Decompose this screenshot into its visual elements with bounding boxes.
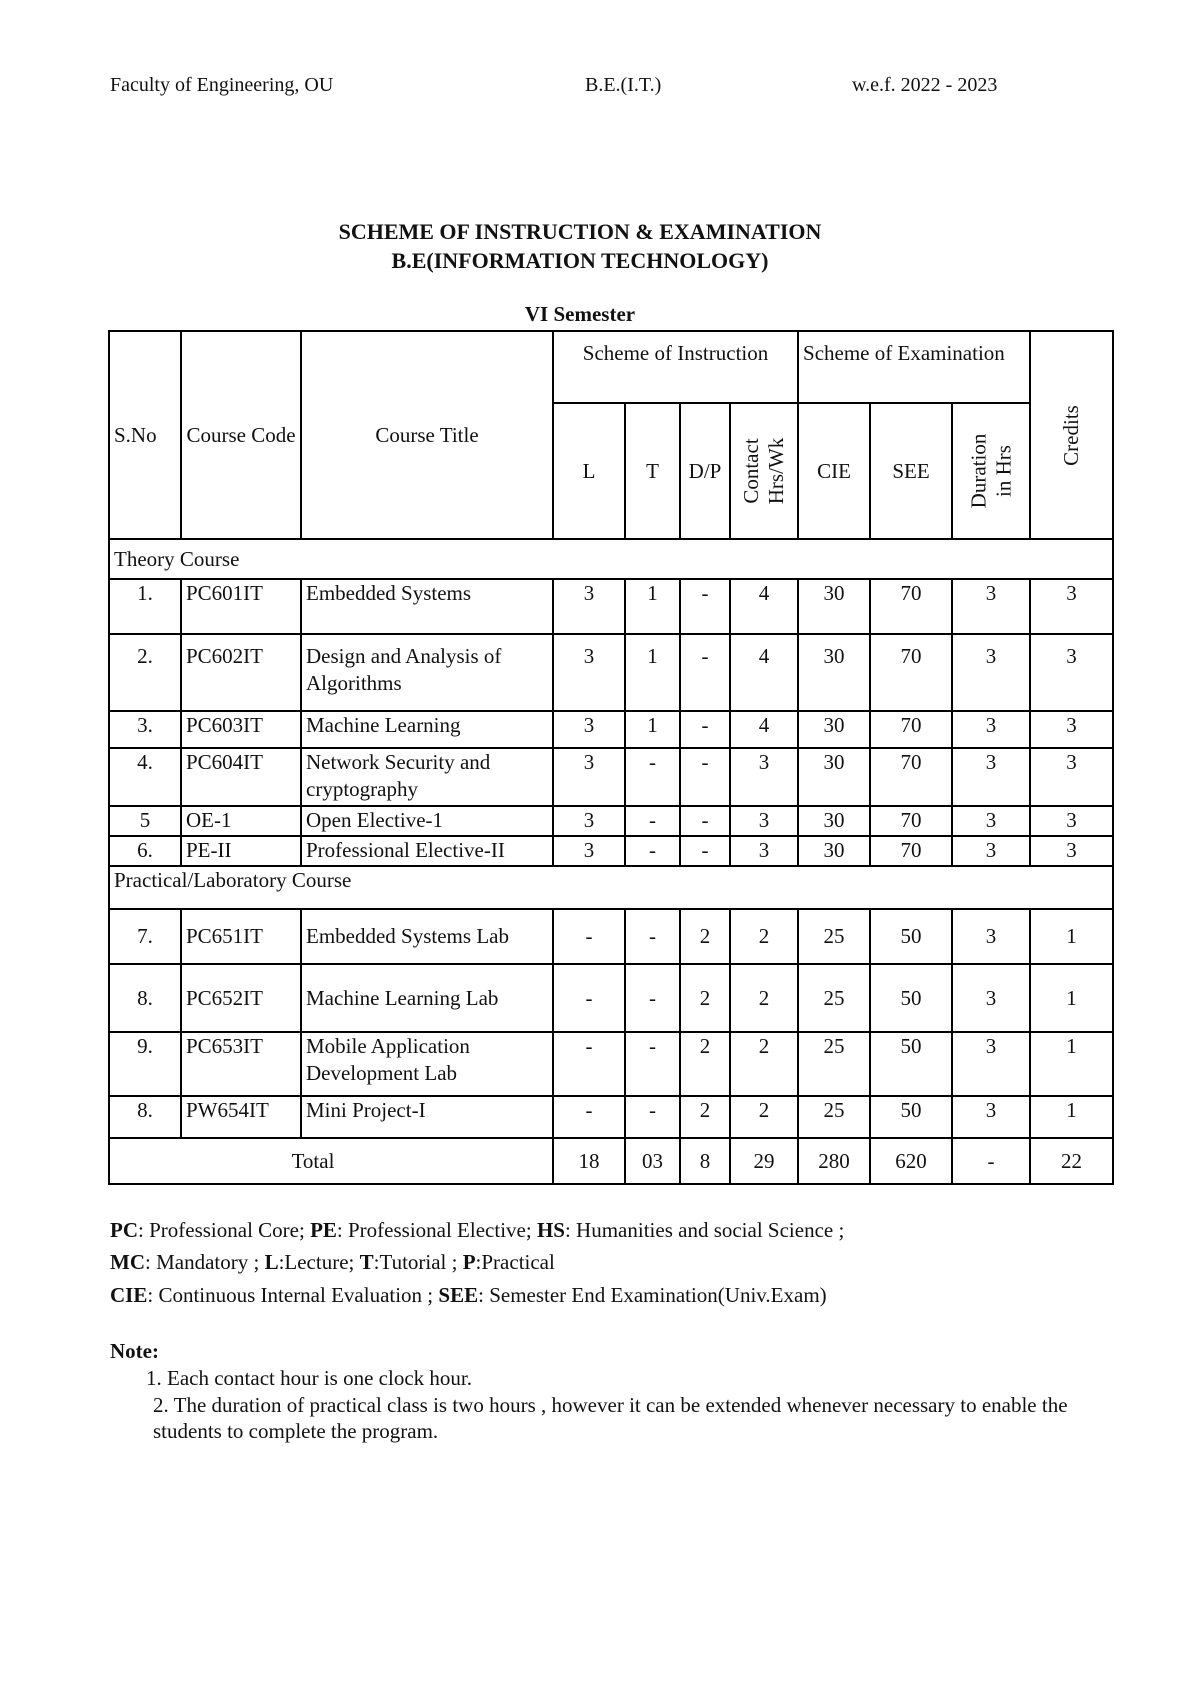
total-contact: 29	[730, 1138, 798, 1184]
cell-code: OE-1	[181, 806, 301, 836]
header-effective-year: w.e.f. 2022 - 2023	[852, 74, 998, 96]
cell-dp: -	[680, 806, 730, 836]
cell-credits: 1	[1030, 1096, 1113, 1138]
header-credits-label: Credits	[1059, 404, 1084, 466]
cell-code: PC651IT	[181, 909, 301, 964]
cell-cie: 30	[798, 748, 870, 806]
cell-dp: -	[680, 634, 730, 711]
cell-credits: 3	[1030, 836, 1113, 866]
cell-code: PE-II	[181, 836, 301, 866]
cell-l: -	[553, 909, 625, 964]
header-l: L	[553, 403, 625, 539]
cell-cie: 25	[798, 964, 870, 1032]
document-title: SCHEME OF INSTRUCTION & EXAMINATION	[338, 219, 822, 244]
section-theory-label: Theory Course	[109, 539, 1113, 579]
header-contact-label: Contact Hrs/Wk	[739, 437, 789, 505]
cell-sno: 6.	[109, 836, 181, 866]
cell-duration: 3	[952, 634, 1030, 711]
legend-t-text: :Tutorial ;	[373, 1250, 463, 1274]
cell-l: 3	[553, 836, 625, 866]
table-row	[109, 579, 1113, 634]
header-row-top	[109, 331, 1113, 403]
legend-pc-abbr: PC	[110, 1218, 138, 1242]
cell-sno: 7.	[109, 909, 181, 964]
cell-title: Mobile Application Development Lab	[301, 1032, 553, 1096]
cell-see: 70	[870, 806, 952, 836]
header-scheme-examination: Scheme of Examination	[798, 331, 1030, 403]
legend-t-abbr: T	[359, 1250, 374, 1274]
cell-duration: 3	[952, 964, 1030, 1032]
legend-pc-text: : Professional Core;	[138, 1218, 311, 1242]
cell-credits: 1	[1030, 1032, 1113, 1096]
cell-t: -	[625, 909, 680, 964]
cell-cie: 30	[798, 579, 870, 634]
cell-contact: 2	[730, 909, 798, 964]
cell-contact: 4	[730, 711, 798, 748]
cell-code: PC601IT	[181, 579, 301, 634]
section-row-practical	[109, 866, 1113, 909]
cell-l: -	[553, 1096, 625, 1138]
cell-contact: 3	[730, 836, 798, 866]
cell-t: -	[625, 836, 680, 866]
cell-see: 50	[870, 1096, 952, 1138]
cell-sno: 5	[109, 806, 181, 836]
cell-cie: 25	[798, 1032, 870, 1096]
total-t: 03	[625, 1138, 680, 1184]
cell-t: -	[625, 748, 680, 806]
header-credits	[1030, 331, 1113, 539]
legend-mc-text: : Mandatory ;	[145, 1250, 265, 1274]
table-row	[109, 836, 1113, 866]
table-row	[109, 634, 1113, 711]
cell-l: 3	[553, 711, 625, 748]
section-practical-label: Practical/Laboratory Course	[109, 866, 1113, 909]
cell-contact: 2	[730, 964, 798, 1032]
cell-title: Embedded Systems	[301, 579, 553, 634]
legend-p-text: :Practical	[475, 1250, 555, 1274]
cell-see: 70	[870, 748, 952, 806]
cell-credits: 1	[1030, 909, 1113, 964]
cell-l: 3	[553, 748, 625, 806]
header-program: B.E.(I.T.)	[585, 74, 662, 96]
cell-sno: 9.	[109, 1032, 181, 1096]
cell-sno: 2.	[109, 634, 181, 711]
cell-sno: 4.	[109, 748, 181, 806]
legend-l-text: :Lecture;	[278, 1250, 360, 1274]
cell-title: Embedded Systems Lab	[301, 909, 553, 964]
cell-see: 50	[870, 909, 952, 964]
cell-dp: -	[680, 711, 730, 748]
scheme-table	[108, 330, 1114, 1185]
total-label: Total	[109, 1138, 553, 1184]
cell-t: 1	[625, 634, 680, 711]
total-duration: -	[952, 1138, 1030, 1184]
cell-t: 1	[625, 711, 680, 748]
cell-title: Professional Elective-II	[301, 836, 553, 866]
cell-l: 3	[553, 579, 625, 634]
cell-t: -	[625, 806, 680, 836]
legend-hs-text: : Humanities and social Science ;	[564, 1218, 845, 1242]
header-dp: D/P	[680, 403, 730, 539]
legend-line-3	[110, 1283, 827, 1308]
cell-duration: 3	[952, 748, 1030, 806]
cell-title: Design and Analysis of Algorithms	[301, 634, 553, 711]
cell-see: 70	[870, 579, 952, 634]
cell-see: 70	[870, 836, 952, 866]
header-t: T	[625, 403, 680, 539]
cell-cie: 25	[798, 1096, 870, 1138]
cell-duration: 3	[952, 579, 1030, 634]
cell-l: -	[553, 964, 625, 1032]
cell-credits: 3	[1030, 748, 1113, 806]
cell-credits: 3	[1030, 806, 1113, 836]
cell-duration: 3	[952, 1032, 1030, 1096]
cell-contact: 4	[730, 579, 798, 634]
cell-credits: 3	[1030, 579, 1113, 634]
total-credits: 22	[1030, 1138, 1113, 1184]
legend-see-text: : Semester End Examination(Univ.Exam)	[478, 1283, 827, 1307]
cell-cie: 25	[798, 909, 870, 964]
note-item-1: 1. Each contact hour is one clock hour.	[146, 1366, 472, 1390]
cell-see: 70	[870, 634, 952, 711]
total-l: 18	[553, 1138, 625, 1184]
cell-code: PC603IT	[181, 711, 301, 748]
cell-t: -	[625, 1032, 680, 1096]
header-sno: S.No	[109, 331, 181, 539]
notes-heading: Note:	[110, 1339, 159, 1363]
total-row	[109, 1138, 1113, 1184]
cell-duration: 3	[952, 711, 1030, 748]
cell-contact: 3	[730, 748, 798, 806]
legend-cie-abbr: CIE	[110, 1283, 148, 1307]
legend-hs-abbr: HS	[536, 1218, 565, 1242]
table-row	[109, 909, 1113, 964]
header-see: SEE	[870, 403, 952, 539]
cell-sno: 8.	[109, 1096, 181, 1138]
document-subtitle: B.E(INFORMATION TECHNOLOGY)	[391, 248, 769, 273]
cell-contact: 4	[730, 634, 798, 711]
table-row	[109, 711, 1113, 748]
semester-title: VI Semester	[524, 302, 636, 326]
header-cie: CIE	[798, 403, 870, 539]
cell-duration: 3	[952, 909, 1030, 964]
cell-code: PC604IT	[181, 748, 301, 806]
total-cie: 280	[798, 1138, 870, 1184]
cell-l: 3	[553, 634, 625, 711]
note-item-2: 2. The duration of practical class is two hours , however it can be extended whenever necessary to enable the students to complete the program.	[153, 1393, 1068, 1443]
cell-sno: 8.	[109, 964, 181, 1032]
cell-contact: 2	[730, 1096, 798, 1138]
cell-dp: -	[680, 836, 730, 866]
cell-credits: 3	[1030, 711, 1113, 748]
header-duration	[952, 403, 1030, 539]
cell-cie: 30	[798, 634, 870, 711]
cell-dp: 2	[680, 964, 730, 1032]
cell-cie: 30	[798, 806, 870, 836]
cell-dp: -	[680, 748, 730, 806]
cell-code: PC653IT	[181, 1032, 301, 1096]
cell-duration: 3	[952, 806, 1030, 836]
cell-cie: 30	[798, 711, 870, 748]
cell-dp: 2	[680, 1096, 730, 1138]
total-see: 620	[870, 1138, 952, 1184]
cell-cie: 30	[798, 836, 870, 866]
legend-pe-text: : Professional Elective;	[336, 1218, 537, 1242]
section-row-theory	[109, 539, 1113, 579]
cell-see: 50	[870, 1032, 952, 1096]
table-row	[109, 1096, 1113, 1138]
table-row	[109, 806, 1113, 836]
header-course-title: Course Title	[301, 331, 553, 539]
cell-contact: 3	[730, 806, 798, 836]
cell-credits: 1	[1030, 964, 1113, 1032]
cell-title: Network Security and cryptography	[301, 748, 553, 806]
legend-line-2	[110, 1250, 555, 1275]
header-course-code: Course Code	[181, 331, 301, 539]
cell-t: -	[625, 1096, 680, 1138]
cell-title: Mini Project-I	[301, 1096, 553, 1138]
header-scheme-instruction: Scheme of Instruction	[553, 331, 798, 403]
cell-t: -	[625, 964, 680, 1032]
table-row	[109, 1032, 1113, 1096]
cell-code: PC602IT	[181, 634, 301, 711]
table-row	[109, 964, 1113, 1032]
table-row	[109, 748, 1113, 806]
legend-see-abbr: SEE	[438, 1283, 479, 1307]
cell-duration: 3	[952, 1096, 1030, 1138]
legend-line-1	[110, 1218, 844, 1243]
cell-dp: 2	[680, 909, 730, 964]
header-faculty: Faculty of Engineering, OU	[110, 74, 334, 96]
legend-p-abbr: P	[462, 1250, 476, 1274]
cell-contact: 2	[730, 1032, 798, 1096]
total-dp: 8	[680, 1138, 730, 1184]
cell-code: PW654IT	[181, 1096, 301, 1138]
cell-credits: 3	[1030, 634, 1113, 711]
cell-t: 1	[625, 579, 680, 634]
cell-dp: -	[680, 579, 730, 634]
cell-sno: 3.	[109, 711, 181, 748]
legend-pe-abbr: PE	[310, 1218, 337, 1242]
legend-mc-abbr: MC	[110, 1250, 145, 1274]
cell-sno: 1.	[109, 579, 181, 634]
header-contact	[730, 403, 798, 539]
cell-title: Machine Learning	[301, 711, 553, 748]
cell-see: 50	[870, 964, 952, 1032]
cell-see: 70	[870, 711, 952, 748]
cell-dp: 2	[680, 1032, 730, 1096]
cell-duration: 3	[952, 836, 1030, 866]
legend-l-abbr: L	[264, 1250, 279, 1274]
cell-code: PC652IT	[181, 964, 301, 1032]
cell-title: Machine Learning Lab	[301, 964, 553, 1032]
cell-l: -	[553, 1032, 625, 1096]
cell-l: 3	[553, 806, 625, 836]
cell-title: Open Elective-1	[301, 806, 553, 836]
header-duration-label: Duration in Hrs	[966, 433, 1016, 509]
legend-cie-text: : Continuous Internal Evaluation ;	[147, 1283, 439, 1307]
